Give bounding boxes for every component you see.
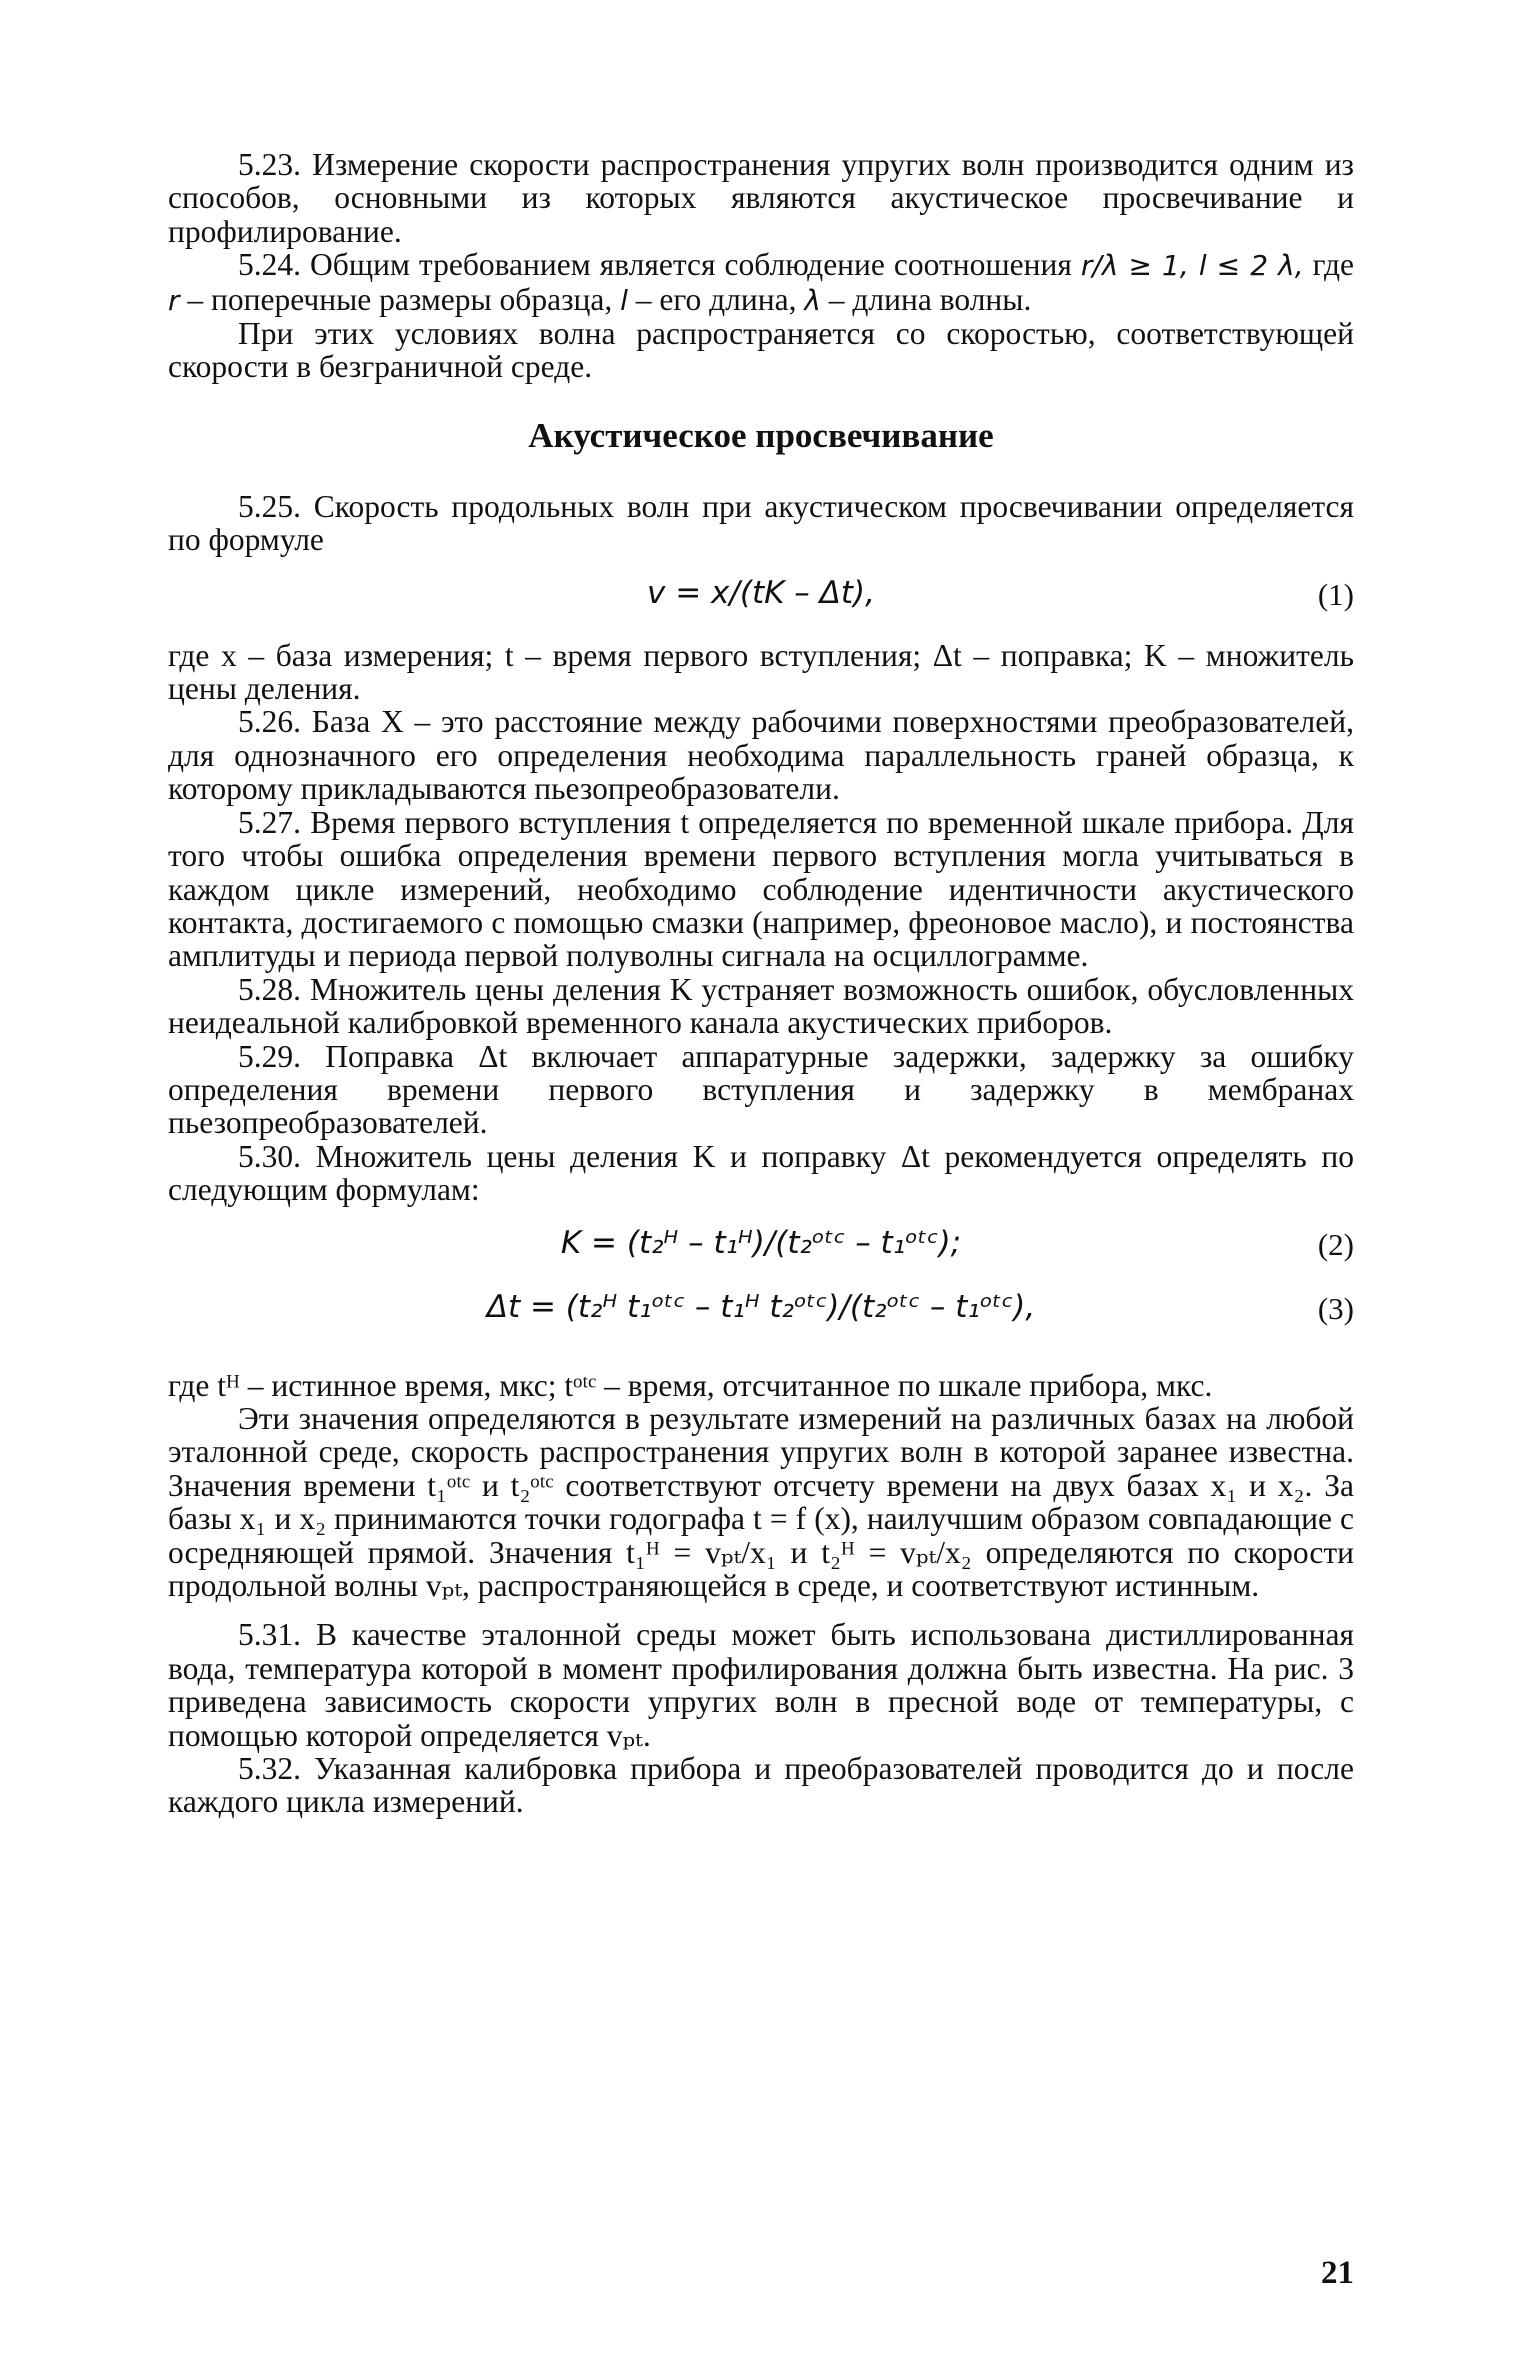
r-symbol: r	[168, 283, 180, 317]
page-body	[168, 148, 1354, 1819]
formula-2	[168, 1225, 1354, 1271]
p524-text-d: – его длина,	[635, 281, 797, 317]
formula-3-number: (3)	[1317, 1290, 1354, 1326]
formula-3	[168, 1289, 1354, 1351]
paragraph-5-25: 5.25. Скорость продольных волн при акустическом просвечивании определяется по формуле	[168, 488, 1354, 558]
page-number: 21	[1321, 2255, 1354, 2291]
paragraph-5-23: 5.23. Измерение скорости распространения упругих волн производится одним из способов, основными из которых являются акустическое просвечивание и профилирование.	[168, 147, 1354, 249]
p524-condition: r/λ ≥ 1, l ≤ 2 λ,	[1080, 249, 1304, 283]
formula-3-expression: Δt = (t₂ᴴ t₁ᵒᵗᶜ – t₁ᴴ t₂ᵒᵗᶜ)/(t₂ᵒᵗᶜ – t₁ᵒᵗᶜ),	[486, 1288, 1036, 1325]
paragraph-5-24-cont: При этих условиях волна распространяется со скоростью, соответствующей скорости в безграничной среде.	[168, 316, 1354, 385]
p524-text-c: – поперечные размеры образца,	[187, 281, 613, 317]
lambda-symbol: λ	[804, 283, 821, 317]
formula-1-expression: v = x/(tK – Δt),	[647, 574, 875, 611]
l-symbol: l	[620, 283, 628, 317]
paragraph-5-32: 5.32. Указанная калибровка прибора и преобразователей проводится до и после каждого цикла измерений.	[168, 1751, 1354, 1820]
formula-1-number: (1)	[1317, 576, 1354, 612]
formula-1	[168, 575, 1354, 621]
p524-text-a: 5.24. Общим требованием является соблюдение соотношения	[238, 247, 1072, 283]
paragraph-5-31: 5.31. В качестве эталонной среды может быть использована дистиллированная вода, температура которой в момент профилирования должна быть известна. На рис. 3 приведена зависимость скорости упругих волн в пресной воде от температуры, с помощью которой определяется vₚₜ.	[168, 1617, 1354, 1753]
paragraph-5-29: 5.29. Поправка Δt включает аппаратурные задержки, задержку за ошибку определения времени первого вступления и задержку в мембранах пьезопреобразователей.	[168, 1038, 1354, 1141]
paragraph-5-27: 5.27. Время первого вступления t определяется по временной шкале прибора. Для того чтобы ошибка определения времени первого вступления могла учитываться в каждом цикле измерений, необходимо соблюдение идентичности акустического контакта, достигаемого с помощью смазки (например, фреоновое масло), и постоянства амплитуды и периода первой полуволны сигнала на осциллограмме.	[168, 804, 1354, 974]
p524-text-b: где	[1312, 247, 1355, 283]
formula-3-legend: где tᴴ – истинное время, мкс; tᵒᵗᶜ – время, отсчитанное по шкале прибора, мкс.	[168, 1367, 1213, 1403]
formula-2-expression: K = (t₂ᴴ – t₁ᴴ)/(t₂ᵒᵗᶜ – t₁ᵒᵗᶜ);	[560, 1224, 962, 1261]
formula-1-legend: где x – база измерения; t – время первого вступления; Δt – поправка; K – множитель цены деления.	[168, 637, 1354, 707]
paragraph-5-24	[168, 248, 1354, 317]
section-heading: Акустическое просвечивание	[528, 415, 994, 455]
p524-text-e: – длина волны.	[828, 281, 1032, 317]
formula-2-number: (2)	[1317, 1226, 1354, 1262]
spacer	[168, 1602, 1354, 1618]
paragraph-5-26: 5.26. База X – это расстояние между рабочими поверхностями преобразователей, для однозначного его определения необходима параллельность граней образца, к которому прикладываются пьезопреобразователи.	[168, 704, 1354, 807]
paragraph-5-30: 5.30. Множитель цены деления K и поправку Δt рекомендуется определять по следующим формулам:	[168, 1138, 1354, 1208]
paragraph-5-28: 5.28. Множитель цены деления K устраняет возможность ошибок, обусловленных неидеальной калибровкой временного канала акустических приборов.	[168, 971, 1354, 1041]
paragraph-5-30-cont: Эти значения определяются в результате измерений на различных базах на любой эталонной среде, скорость распространения упругих волн в которой заранее известна. Значения времени t₁ᵒᵗᶜ и t₂ᵒᵗᶜ соответствуют отсчету времени на двух базах x₁ и x₂. За базы x₁ и x₂ принимаются точки годографа t = f (x), наилучшим образом совпадающие с осредняющей прямой. Значения t₁ᴴ = vₚₜ/x₁ и t₂ᴴ = vₚₜ/x₂ определяются по скорости продольной волны vₚₜ, распространяющейся в среде, и соответствуют истинным.	[168, 1400, 1354, 1603]
